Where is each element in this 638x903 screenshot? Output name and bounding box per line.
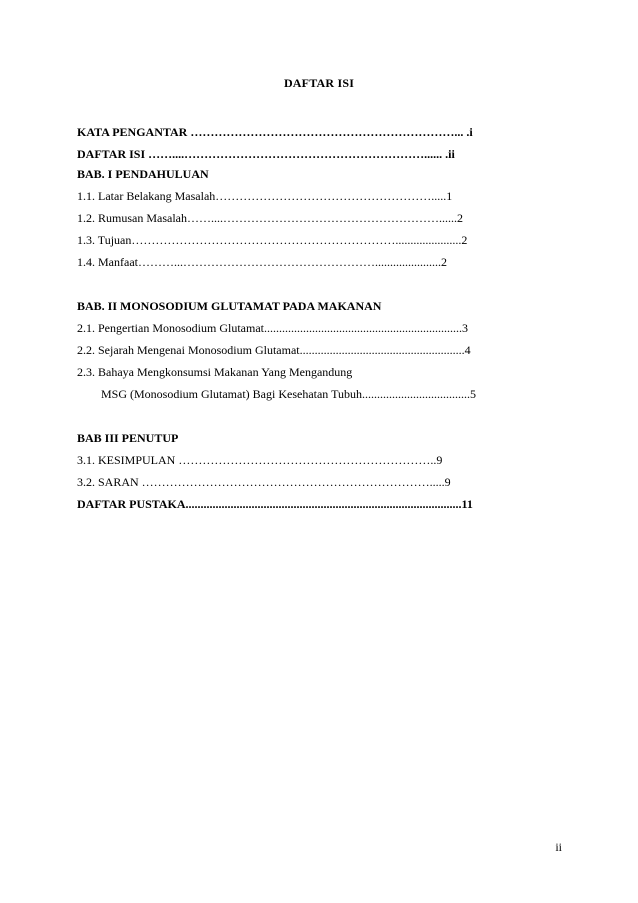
toc-entry-2-1: 2.1. Pengertian Monosodium Glutamat..................................................................3: [77, 321, 468, 335]
toc-entry-2-2: 2.2. Sejarah Mengenai Monosodium Glutamat.......................................................4: [77, 343, 471, 357]
toc-heading-bab-2: BAB. II MONOSODIUM GLUTAMAT PADA MAKANAN: [77, 299, 382, 313]
toc-entry-1-4: 1.4. Manfaat………...…………………………………………......................2: [77, 255, 447, 269]
toc-heading-bab-1: BAB. I PENDAHULUAN: [77, 167, 209, 181]
toc-entry-3-1: 3.1. KESIMPULAN ………………………………………………………..9: [77, 453, 443, 467]
toc-entry-1-1: 1.1. Latar Belakang Masalah……………………………………………….....1: [77, 189, 453, 203]
toc-entry-2-3-cont: MSG (Monosodium Glutamat) Bagi Kesehatan Tubuh....................................5: [101, 387, 476, 401]
page-title: DAFTAR ISI: [283, 76, 355, 90]
toc-entry-3-2: 3.2. SARAN ……………………………………………………………….....9: [77, 475, 451, 489]
toc-entry-1-3: 1.3. Tujuan…………………………………………………………......................2: [77, 233, 468, 247]
toc-entry-kata-pengantar: KATA PENGANTAR …………………………………………………………... .i: [77, 125, 473, 139]
page-number: ii: [555, 840, 562, 854]
toc-entry-1-2: 1.2. Rumusan Masalah……....………………………………………………......2: [77, 211, 463, 225]
toc-entry-daftar-isi: DAFTAR ISI ……....……………………………………………………...... .ii: [77, 147, 455, 161]
toc-heading-bab-3: BAB III PENUTUP: [77, 431, 179, 445]
toc-entry-2-3: 2.3. Bahaya Mengkonsumsi Makanan Yang Mengandung: [77, 365, 353, 379]
toc-entry-daftar-pustaka: DAFTAR PUSTAKA............................................................................................11: [77, 497, 473, 511]
